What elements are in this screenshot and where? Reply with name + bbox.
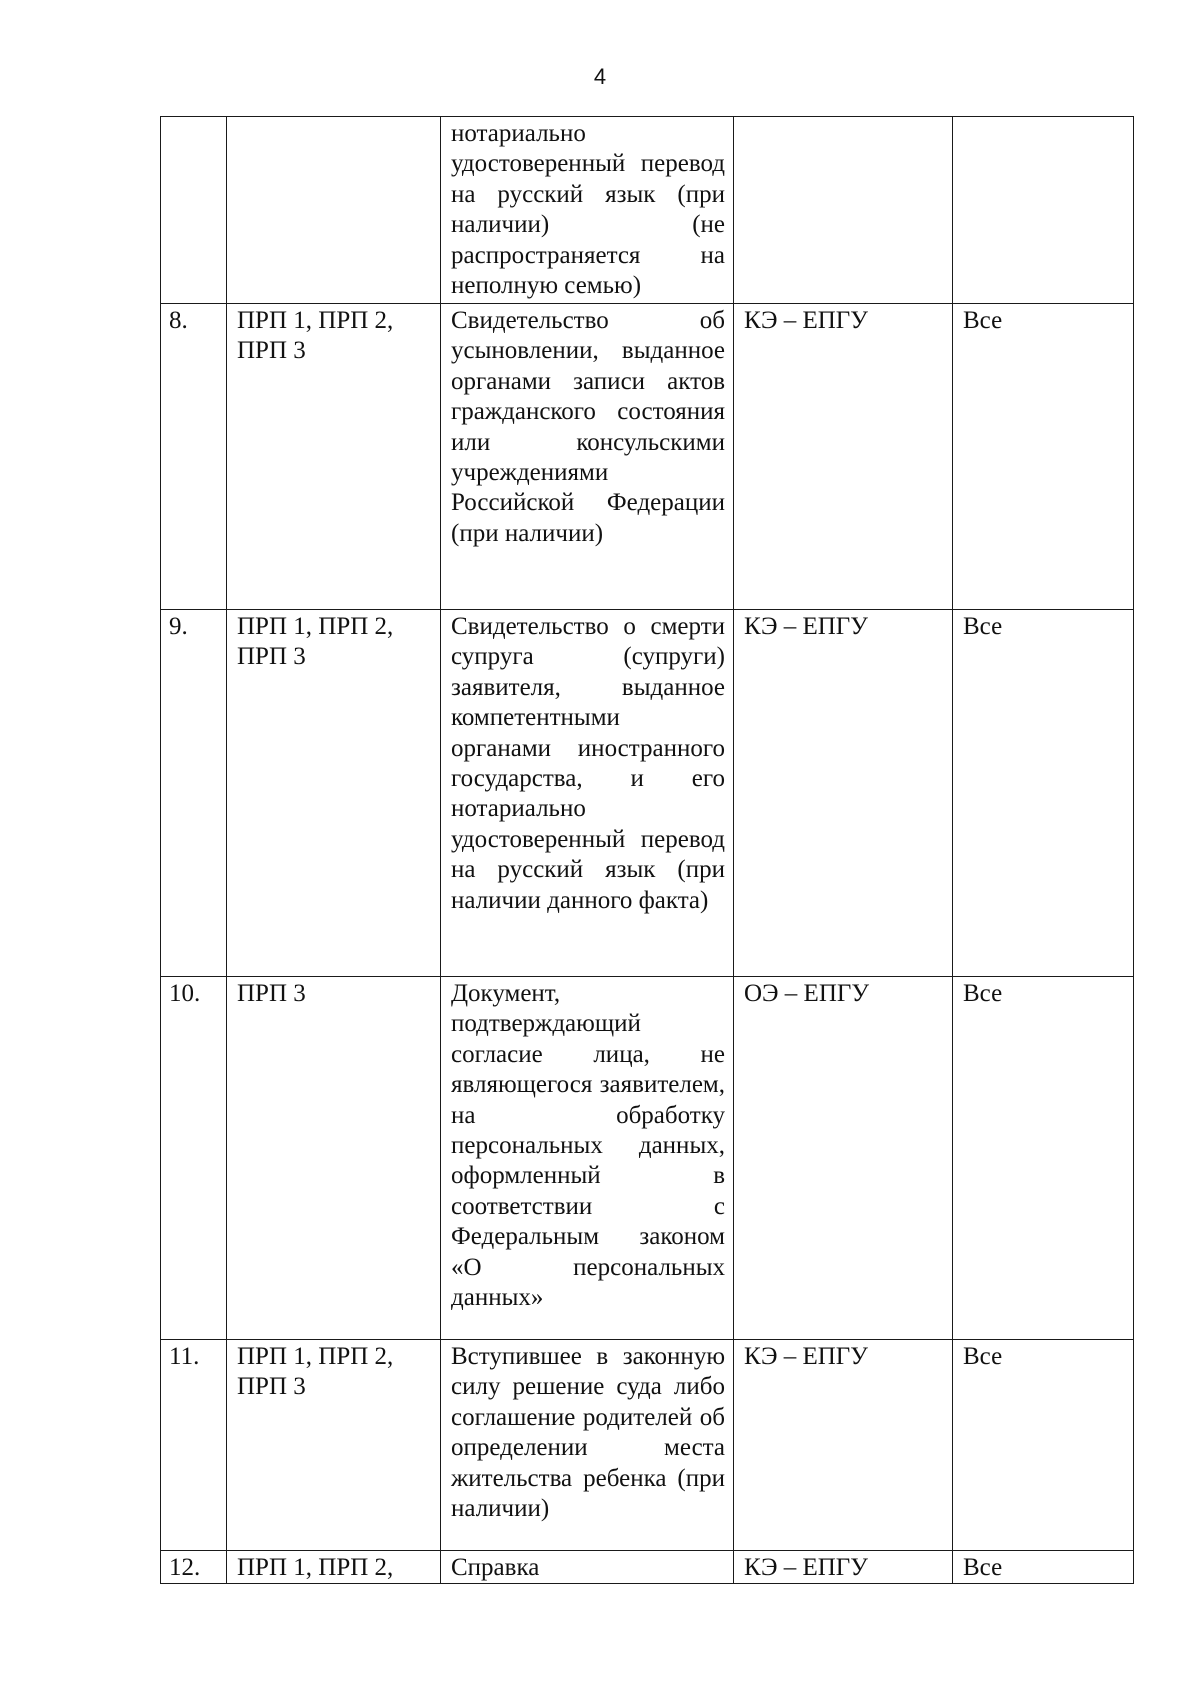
table-row — [161, 1551, 1134, 1584]
applicability-cell: Все — [953, 610, 1134, 977]
table-row — [161, 117, 1134, 304]
row-number-cell: 9. — [161, 610, 227, 977]
submission-form-cell: КЭ – ЕПГУ — [734, 1551, 953, 1584]
table-row — [161, 977, 1134, 1340]
applicability-cell — [953, 117, 1134, 304]
document-name-cell: Свидетельство о смерти супруга (супруги) заявителя, выданное компетентными органами иностранного государства, и его нотариально удостоверенный перевод на русский язык (при наличии данного факта) — [441, 610, 734, 977]
page-number: 4 — [593, 64, 607, 89]
applicability-cell: Все — [953, 304, 1134, 610]
document-name-cell: Свидетельство об усыновлении, выданное органами записи актов гражданского состояния или консульскими учреждениями Российской Федерации (при наличии) — [441, 304, 734, 610]
applicant-category-cell: ПРП 1, ПРП 2, ПРП 3 — [227, 610, 441, 977]
submission-form-cell — [734, 117, 953, 304]
row-number-cell — [161, 117, 227, 304]
applicant-category-cell: ПРП 3 — [227, 977, 441, 1340]
documents-table — [160, 116, 1134, 1584]
submission-form-cell: ОЭ – ЕПГУ — [734, 977, 953, 1340]
document-name-cell: Документ, подтверждающий согласие лица, не являющегося заявителем, на обработку персональных данных, оформленный в соответствии с Федеральным законом «О персональных данных» — [441, 977, 734, 1340]
document-name-cell: Вступившее в законную силу решение суда либо соглашение родителей об определении места жительства ребенка (при наличии) — [441, 1340, 734, 1551]
document-name-cell: нотариально удостоверенный перевод на русский язык (при наличии) (не распространяется на неполную семью) — [441, 117, 734, 304]
submission-form-cell: КЭ – ЕПГУ — [734, 610, 953, 977]
applicability-cell: Все — [953, 977, 1134, 1340]
table-row — [161, 304, 1134, 610]
applicant-category-cell: ПРП 1, ПРП 2, ПРП 3 — [227, 1340, 441, 1551]
applicant-category-cell: ПРП 1, ПРП 2, ПРП 3 — [227, 304, 441, 610]
row-number-cell: 10. — [161, 977, 227, 1340]
table-row — [161, 610, 1134, 977]
table-row — [161, 1340, 1134, 1551]
row-number-cell: 11. — [161, 1340, 227, 1551]
submission-form-cell: КЭ – ЕПГУ — [734, 304, 953, 610]
applicability-cell: Все — [953, 1340, 1134, 1551]
applicant-category-cell: ПРП 1, ПРП 2, — [227, 1551, 441, 1584]
applicant-category-cell — [227, 117, 441, 304]
row-number-cell: 8. — [161, 304, 227, 610]
submission-form-cell: КЭ – ЕПГУ — [734, 1340, 953, 1551]
row-number-cell: 12. — [161, 1551, 227, 1584]
applicability-cell: Все — [953, 1551, 1134, 1584]
document-name-cell: Справка — [441, 1551, 734, 1584]
